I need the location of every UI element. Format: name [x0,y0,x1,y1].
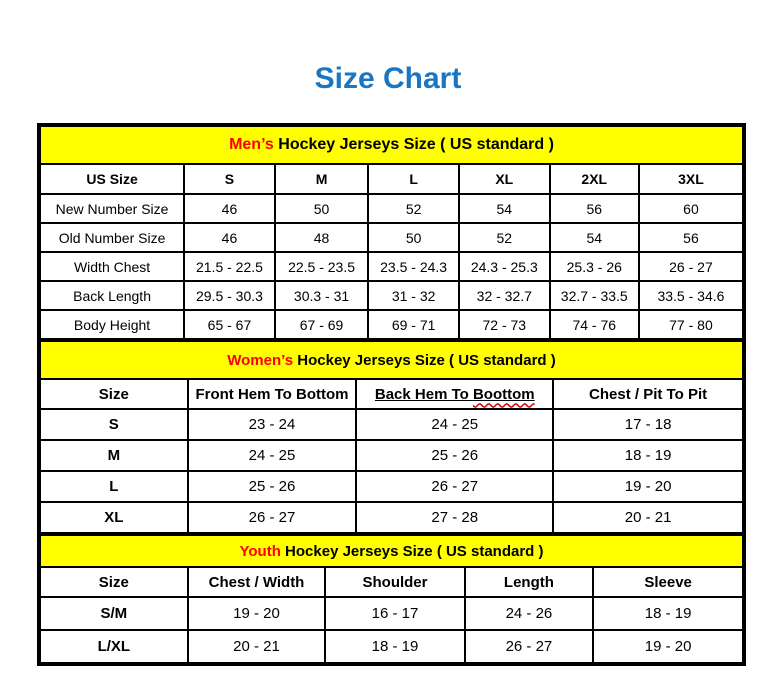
table-cell: 72 - 73 [459,310,550,339]
mens-header-row [40,164,743,194]
table-cell: 50 [275,194,368,223]
table-cell: 27 - 28 [356,502,553,533]
mens-band-row [40,126,743,164]
mens-size-table [39,125,744,340]
mens-band-title [40,126,743,164]
table-cell: 17 - 18 [553,409,743,440]
table-cell: 23.5 - 24.3 [368,252,459,281]
table-cell: 24 - 25 [356,409,553,440]
mens-band-rest: Hockey Jerseys Size ( US standard ) [273,136,554,153]
table-cell: 25 - 26 [356,440,553,471]
youth-col-length: Length [465,567,594,597]
table-cell: 24 - 25 [188,440,357,471]
table-cell: 23 - 24 [188,409,357,440]
table-cell: 69 - 71 [368,310,459,339]
youth-row-sm [40,597,743,630]
womens-col-size: Size [40,379,188,409]
table-cell: 32.7 - 33.5 [550,281,639,310]
row-label: M [40,440,188,471]
table-cell: 20 - 21 [553,502,743,533]
back-hem-underlined [375,386,535,403]
table-cell: 26 - 27 [465,630,594,663]
table-cell: 18 - 19 [593,597,743,630]
mens-col-s: S [184,164,275,194]
table-cell: 50 [368,223,459,252]
table-cell: 19 - 20 [188,597,326,630]
table-cell: 52 [368,194,459,223]
row-label: Width Chest [40,252,184,281]
table-cell: 22.5 - 23.5 [275,252,368,281]
table-cell: 26 - 27 [639,252,743,281]
back-hem-part1: Back Hem To [374,385,473,403]
youth-size-table [39,534,744,664]
table-cell: 24 - 26 [465,597,594,630]
row-label: L [40,471,188,502]
table-cell: 54 [550,223,639,252]
row-label: L/XL [40,630,188,663]
table-cell: 48 [275,223,368,252]
table-cell: 67 - 69 [275,310,368,339]
womens-band-title [40,341,743,379]
table-cell: 21.5 - 22.5 [184,252,275,281]
youth-band-accent: Youth [239,542,281,560]
table-cell: 18 - 19 [553,440,743,471]
womens-row-l [40,471,743,502]
table-cell: 60 [639,194,743,223]
row-label: S/M [40,597,188,630]
table-cell: 46 [184,223,275,252]
mens-row-new-number [40,194,743,223]
table-cell: 16 - 17 [325,597,464,630]
row-label: XL [40,502,188,533]
womens-col-chest: Chest / Pit To Pit [553,379,743,409]
table-cell: 74 - 76 [550,310,639,339]
table-cell: 30.3 - 31 [275,281,368,310]
womens-col-front-hem: Front Hem To Bottom [188,379,357,409]
table-cell: 77 - 80 [639,310,743,339]
womens-row-xl [40,502,743,533]
table-cell: 19 - 20 [553,471,743,502]
table-cell: 26 - 27 [188,502,357,533]
mens-col-l: L [368,164,459,194]
mens-col-m: M [275,164,368,194]
womens-band-accent: Women’s [227,351,294,369]
mens-row-back-length [40,281,743,310]
womens-col-back-hem [356,379,553,409]
mens-col-2xl: 2XL [550,164,639,194]
mens-col-3xl: 3XL [639,164,743,194]
womens-header-row [40,379,743,409]
table-cell: 18 - 19 [325,630,464,663]
table-cell: 19 - 20 [593,630,743,663]
table-cell: 52 [459,223,550,252]
womens-band-row [40,341,743,379]
womens-band-rest: Hockey Jerseys Size ( US standard ) [293,351,556,369]
table-cell: 32 - 32.7 [459,281,550,310]
mens-band-accent: Men’s [229,136,274,153]
womens-size-table [39,340,744,534]
youth-band-rest: Hockey Jerseys Size ( US standard ) [280,542,544,560]
page-title: Size Chart [314,62,462,95]
table-cell: 25.3 - 26 [550,252,639,281]
mens-col-us-size: US Size [40,164,184,194]
row-label: Back Length [40,281,184,310]
table-cell: 54 [459,194,550,223]
table-cell: 29.5 - 30.3 [184,281,275,310]
youth-row-lxl [40,630,743,663]
row-label: Body Height [40,310,184,339]
womens-row-s [40,409,743,440]
row-label: S [40,409,188,440]
mens-row-width-chest [40,252,743,281]
mens-row-body-height [40,310,743,339]
youth-col-chest-width: Chest / Width [188,567,326,597]
table-cell: 20 - 21 [188,630,326,663]
row-label: Old Number Size [40,223,184,252]
table-cell: 56 [550,194,639,223]
youth-col-shoulder: Shoulder [325,567,464,597]
youth-band-title [40,535,743,567]
womens-row-m [40,440,743,471]
row-label: New Number Size [40,194,184,223]
mens-col-xl: XL [459,164,550,194]
table-cell: 31 - 32 [368,281,459,310]
back-hem-misspelled-word: Boottom [472,385,535,403]
size-chart-tables [37,123,746,666]
table-cell: 24.3 - 25.3 [459,252,550,281]
table-cell: 46 [184,194,275,223]
youth-band-row [40,535,743,567]
youth-header-row [40,567,743,597]
table-cell: 56 [639,223,743,252]
table-cell: 65 - 67 [184,310,275,339]
youth-col-size: Size [40,567,188,597]
table-cell: 25 - 26 [188,471,357,502]
table-cell: 33.5 - 34.6 [639,281,743,310]
youth-col-sleeve: Sleeve [593,567,743,597]
mens-row-old-number [40,223,743,252]
table-cell: 26 - 27 [356,471,553,502]
